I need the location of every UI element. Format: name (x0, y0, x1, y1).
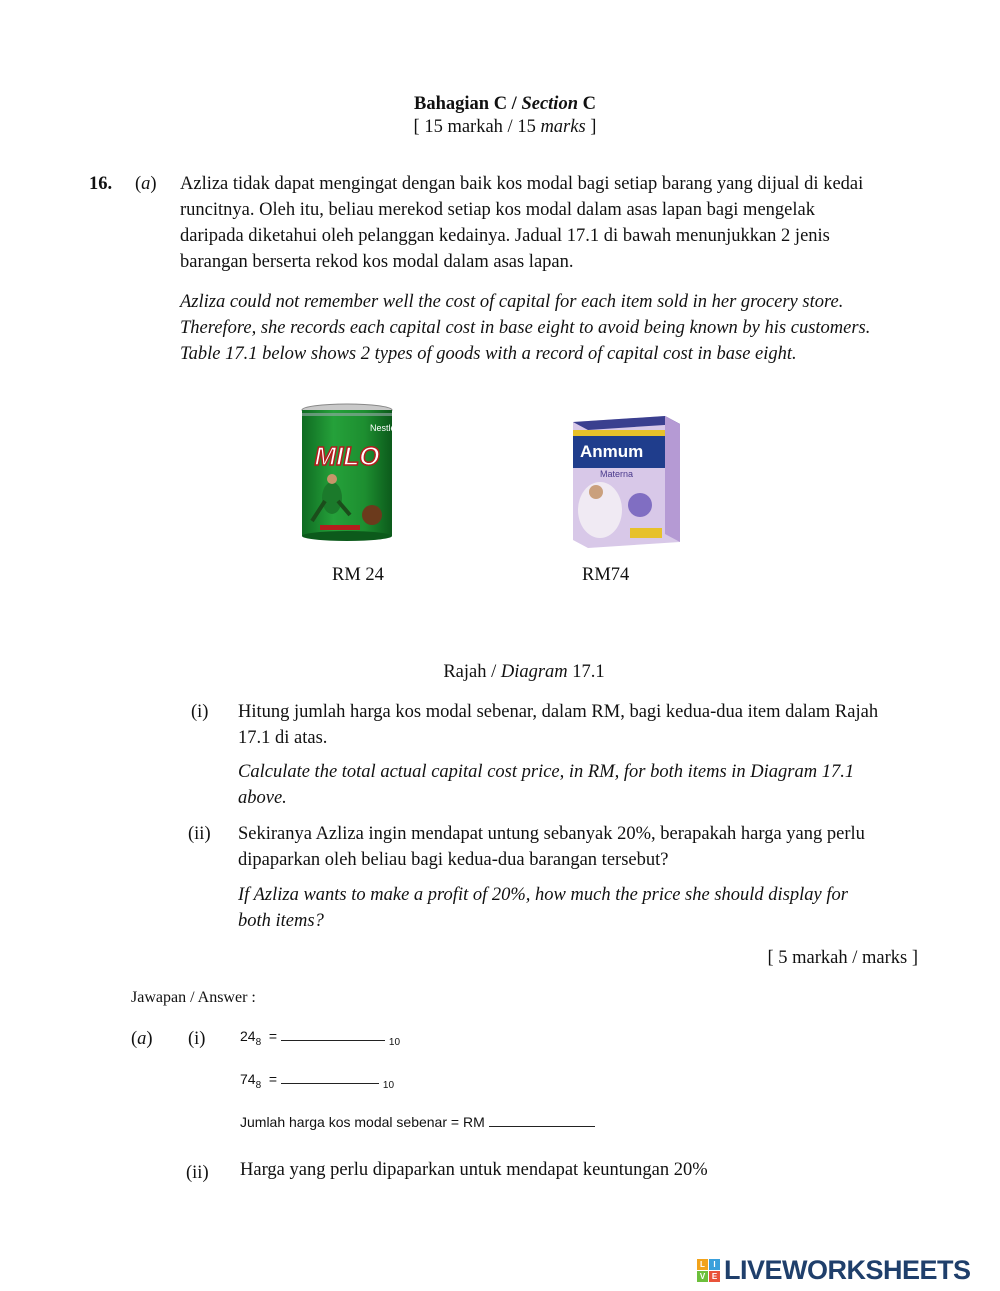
question-number: 16. (89, 174, 113, 194)
anmum-materna-label: Materna (600, 469, 634, 479)
para-line: Azliza could not remember well the cost of capital for each item sold in her grocery store. (180, 292, 844, 312)
liveworksheets-icon: L I V E (697, 1259, 720, 1282)
subq-i-malay (238, 699, 938, 751)
answer-heading: Jawapan / Answer : (131, 989, 256, 1006)
subq-line: Sekiranya Azliza ingin mendapat untung sebanyak 20%, berapakah harga yang perlu (238, 824, 865, 844)
answer-blank-24[interactable] (281, 1026, 385, 1041)
para-line: Table 17.1 below shows 2 types of goods with a record of capital cost in base eight. (180, 344, 797, 364)
para-line: barangan berserta rekod kos modal dalam asas lapan. (180, 252, 574, 272)
answer-i-label: (i) (188, 1029, 206, 1049)
anmum-box-image (570, 410, 685, 550)
price-milo: RM 24 (332, 565, 384, 585)
subq-ii-english (238, 882, 938, 934)
milo-logo: MILO (314, 441, 380, 471)
subq-i-english (238, 759, 938, 811)
milo-tin-image (300, 403, 394, 543)
answer-ii-text: Harga yang perlu dipaparkan untuk mendapat keuntungan 20% (240, 1160, 708, 1180)
paragraph-malay (180, 171, 940, 275)
liveworksheets-text: LIVEWORKSHEETS (724, 1255, 971, 1285)
price-anmum: RM74 (582, 565, 630, 585)
diagram-caption: Rajah / Diagram 17.1 (443, 662, 605, 682)
subq-i-label: (i) (191, 702, 209, 722)
answer-line-24: $24_8 = _{10}$ (240, 1028, 401, 1048)
subq-line: dipaparkan oleh beliau bagi kedua-dua barangan tersebut? (238, 850, 669, 870)
section-marks: [ 15 markah / 15 marks ] (413, 117, 597, 137)
anmum-logo: Anmum (580, 442, 644, 461)
para-line: runcitnya. Oleh itu, beliau merekod setiap kos modal dalam asas lapan bagi mengelak (180, 200, 815, 220)
subq-ii-label: (ii) (188, 824, 211, 844)
subq-line: both items? (238, 911, 324, 931)
nestle-label: Nestle (370, 423, 394, 433)
para-line: Therefore, she records each capital cost in base eight to avoid being known by his customers. (180, 318, 871, 338)
answer-blank-74[interactable] (281, 1069, 379, 1084)
subq-ii-malay (238, 821, 938, 873)
subq-line: above. (238, 788, 287, 808)
subq-line: Calculate the total actual capital cost price, in RM, for both items in Diagram 17.1 (238, 762, 855, 782)
answer-line-74: $74_8 = _{10}$ (240, 1071, 395, 1091)
subq-line: If Azliza wants to make a profit of 20%, how much the price she should display for (238, 885, 848, 905)
subq-line: 17.1 di atas. (238, 728, 328, 748)
answer-total-line: Jumlah harga kos modal sebenar = RM (240, 1112, 595, 1130)
section-title: Bahagian C / Section C (414, 94, 596, 114)
answer-ii-label: (ii) (186, 1163, 209, 1183)
answer-blank-total[interactable] (489, 1112, 595, 1127)
para-line: Azliza tidak dapat mengingat dengan baik kos modal bagi setiap barang yang dijual di kedai (180, 174, 864, 194)
question-marks: [ 5 markah / marks ] (767, 948, 918, 968)
liveworksheets-logo (697, 1255, 971, 1285)
paragraph-english (180, 289, 940, 367)
question-part: (a) (135, 174, 157, 194)
answer-part-a: (a) (131, 1029, 153, 1049)
para-line: daripada diketahui oleh pelanggan kedainya. Jadual 17.1 di bawah menunjukkan 2 jenis (180, 226, 830, 246)
subq-line: Hitung jumlah harga kos modal sebenar, dalam RM, bagi kedua-dua item dalam Rajah (238, 702, 879, 722)
